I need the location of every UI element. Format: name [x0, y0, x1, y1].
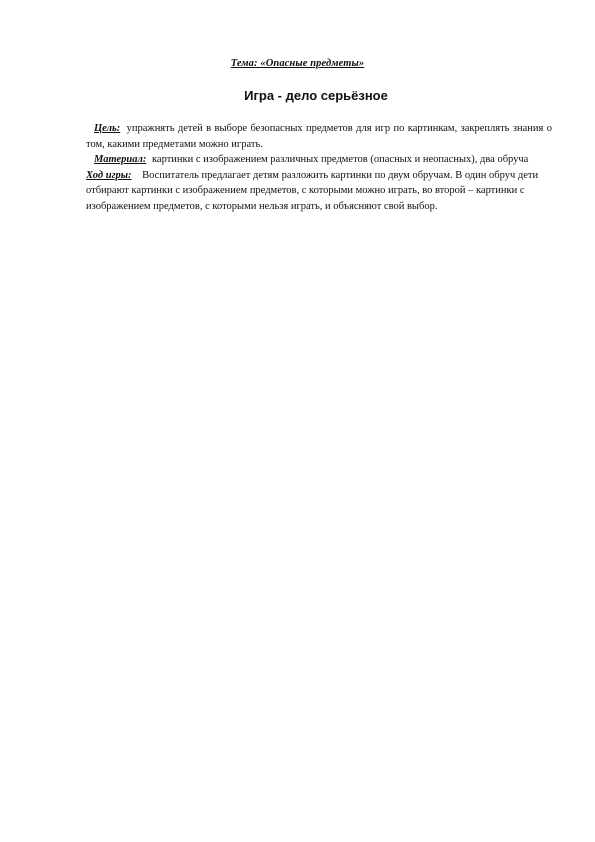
- goal-text: упражнять детей в выборе безопасных предметов для игр по картинкам, закреплять знания о том, какими предметами можно играть.: [86, 123, 553, 150]
- course-paragraph: [86, 168, 552, 215]
- document-body: [86, 121, 552, 214]
- goal-label: Цель:: [94, 123, 121, 134]
- topic-heading: Тема: «Опасные предметы»: [230, 58, 365, 69]
- goal-paragraph: [86, 121, 552, 152]
- course-label: Ход игры:: [86, 169, 132, 181]
- material-label: Материал:: [94, 154, 147, 165]
- material-paragraph: [86, 152, 552, 168]
- material-text: картинки с изображением различных предметов (опасных и неопасных), два обруча: [151, 154, 529, 165]
- course-text: Воспитатель предлагает детям разложить картинки по двум обручам. В один обруч дети отбирают картинки с изображением предметов, с которыми можно играть, во второй – картинки с изображением предметов, с которыми нельзя играть, и объясняют свой выбор.: [86, 169, 539, 212]
- page-title: Игра - дело серьёзное: [244, 88, 388, 103]
